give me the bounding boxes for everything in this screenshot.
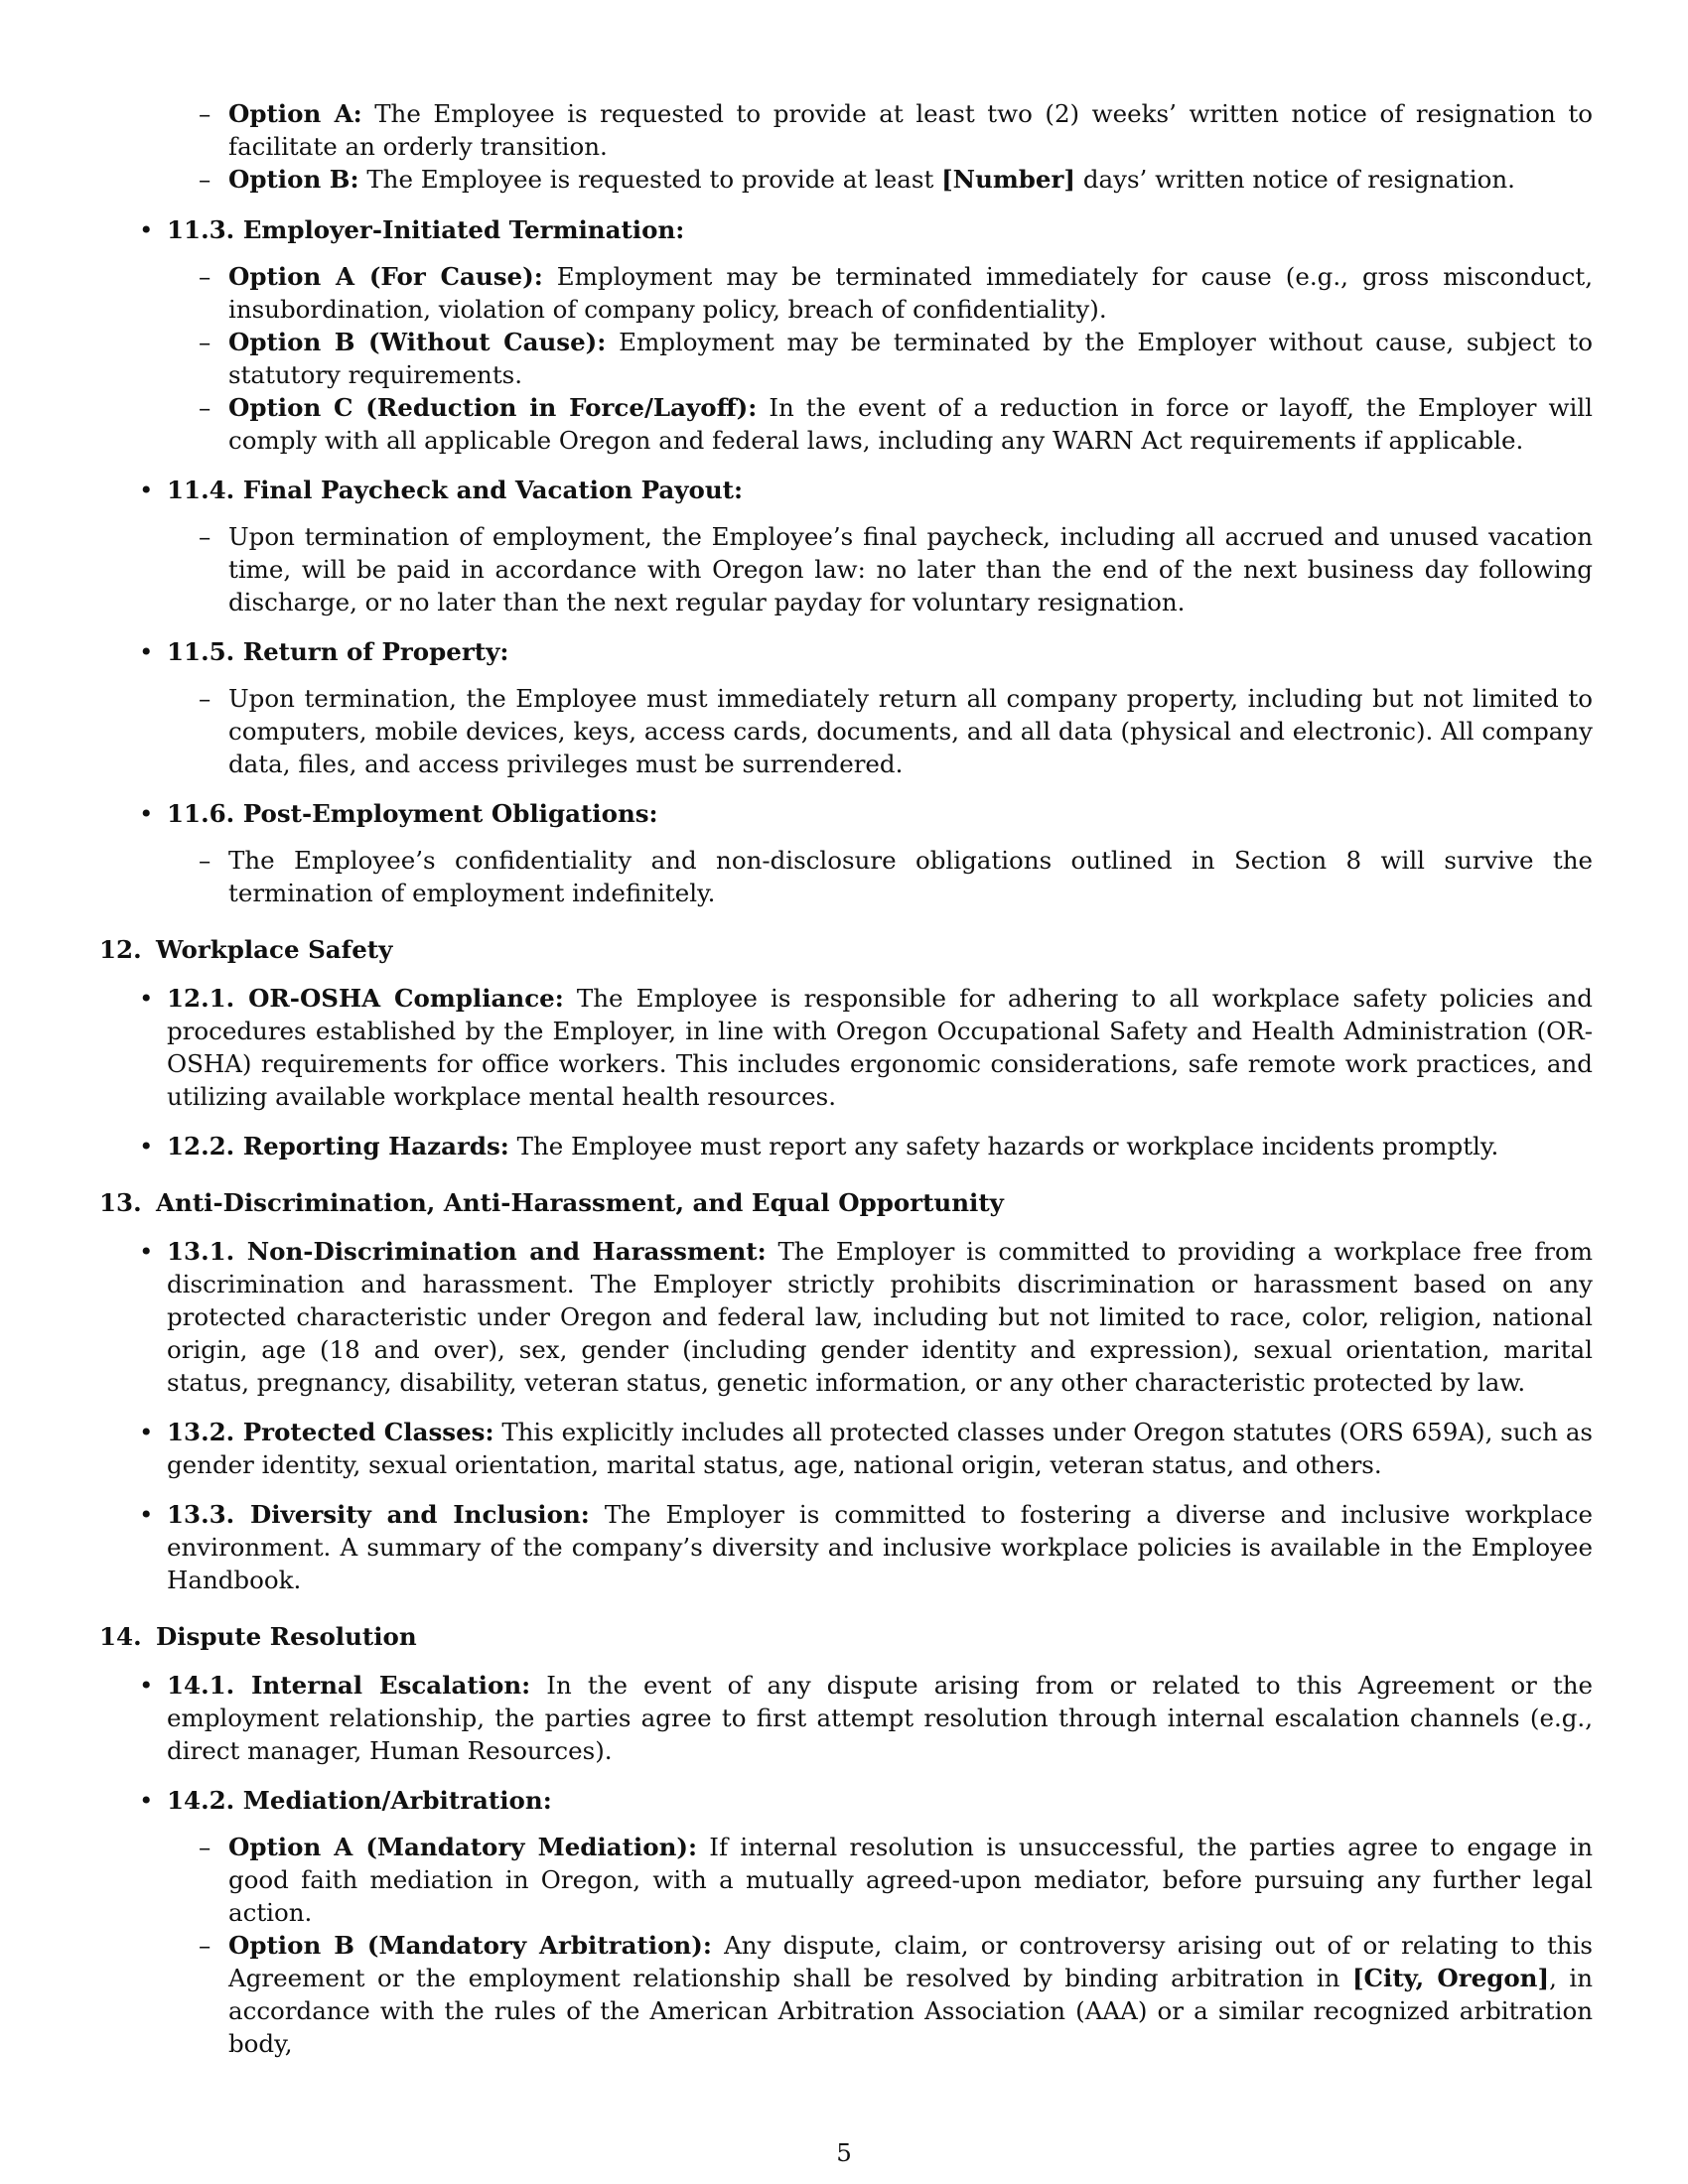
section-13-list bbox=[167, 1235, 1593, 1596]
document-page bbox=[99, 97, 1593, 2077]
section-heading-13: 13. Anti-Discrimination, Anti-Harassment, and Equal Opportunity bbox=[99, 1188, 1004, 1217]
clause-11-3: • 11.3. Employer-Initiated Termination: – Option A (For Cause): Employment may be terminated immediately for cause (e.g., gross misconduct, insubordination, violation of company policy, breach of confidentiality). – Option B (Without Cause): Employment may be terminated by the Employer without cause, subject to statutory requirements. – Option C (Reduction in Force/Layoff): In the event of a reduction in force or layoff, the Employer will comply with all applicable Oregon and federal laws, including any WARN Act requirements if applicable. bbox=[167, 213, 1593, 457]
page-number: 5 bbox=[836, 2138, 852, 2167]
section-heading-14: 14. Dispute Resolution bbox=[99, 1622, 417, 1651]
clause-12-1: • 12.1. OR-OSHA Compliance: The Employee is responsible for adhering to all workplace safety policies and procedures established by the Employer, in line with Oregon Occupational Safety and Health Administration (OR-OSHA) requirements for office workers. This includes ergonomic considerations, safe remote work practices, and utilizing available workplace mental health resources. bbox=[167, 982, 1593, 1113]
section-heading-12: 12. Workplace Safety bbox=[99, 935, 393, 964]
list-item: – Option B: The Employee is requested to provide at least [Number] days’ written notice of resignation. bbox=[228, 163, 1593, 196]
list-item: – Option A: The Employee is requested to provide at least two (2) weeks’ written notice of resignation to facilitate an orderly transition. bbox=[228, 97, 1593, 163]
resignation-options-list bbox=[228, 97, 1593, 196]
list-item: – Option A (For Cause): Employment may be terminated immediately for cause (e.g., gross misconduct, insubordination, violation of company policy, breach of confidentiality). bbox=[228, 260, 1593, 326]
placeholder-number: [Number] bbox=[941, 165, 1076, 194]
list-item: – Option C (Reduction in Force/Layoff): In the event of a reduction in force or layoff, the Employer will comply with all applicable Oregon and federal laws, including any WARN Act requirements if applicable. bbox=[228, 391, 1593, 457]
clause-12-2: • 12.2. Reporting Hazards: The Employee must report any safety hazards or workplace incidents promptly. bbox=[167, 1130, 1593, 1162]
list-item: – Option B (Mandatory Arbitration): Any dispute, claim, or controversy arising out of or relating to this Agreement or the employment relationship shall be resolved by binding arbitration in [City, Oregon], in accordance with the rules of the American Arbitration Association (AAA) or a similar recognized arbitration body, bbox=[228, 1929, 1593, 2060]
section-14-list bbox=[167, 1669, 1593, 2060]
clause-13-2: • 13.2. Protected Classes: This explicitly includes all protected classes under Oregon statutes (ORS 659A), such as gender identity, sexual orientation, marital status, age, national origin, veteran status, and others. bbox=[167, 1416, 1593, 1481]
clause-13-1: • 13.1. Non-Discrimination and Harassment: The Employer is committed to providing a workplace free from discrimination and harassment. The Employer strictly prohibits discrimination or harassment based on any protected characteristic under Oregon and federal law, including but not limited to race, color, religion, national origin, age (18 and over), sex, gender (including gender identity and expression), sexual orientation, marital status, pregnancy, disability, veteran status, genetic information, or any other characteristic protected by law. bbox=[167, 1235, 1593, 1399]
placeholder-city: [City, Oregon] bbox=[1351, 1964, 1550, 1992]
section-12-list bbox=[167, 982, 1593, 1162]
clause-14-1: • 14.1. Internal Escalation: In the event of any dispute arising from or related to this Agreement or the employment relationship, the parties agree to first attempt resolution through internal escalation channels (e.g., direct manager, Human Resources). bbox=[167, 1669, 1593, 1767]
list-item: – Upon termination, the Employee must immediately return all company property, including but not limited to computers, mobile devices, keys, access cards, documents, and all data (physical and electronic). All company data, files, and access privileges must be surrendered. bbox=[228, 682, 1593, 780]
section-11-list bbox=[167, 213, 1593, 909]
clause-11-6: • 11.6. Post-Employment Obligations: – The Employee’s confidentiality and non-disclosure obligations outlined in Section 8 will survive the termination of employment indefinitely. bbox=[167, 797, 1593, 909]
list-item: – Upon termination of employment, the Employee’s final paycheck, including all accrued and unused vacation time, will be paid in accordance with Oregon law: no later than the end of the next business day following discharge, or no later than the next regular payday for voluntary resignation. bbox=[228, 520, 1593, 618]
list-item: – Option A (Mandatory Mediation): If internal resolution is unsuccessful, the parties agree to engage in good faith mediation in Oregon, with a mutually agreed-upon mediator, before pursuing any further legal action. bbox=[228, 1831, 1593, 1929]
list-item: – Option B (Without Cause): Employment may be terminated by the Employer without cause, subject to statutory requirements. bbox=[228, 326, 1593, 391]
clause-13-3: • 13.3. Diversity and Inclusion: The Employer is committed to fostering a diverse and inclusive workplace environment. A summary of the company’s diversity and inclusive workplace policies is available in the Employee Handbook. bbox=[167, 1498, 1593, 1596]
clause-11-4: • 11.4. Final Paycheck and Vacation Payout: – Upon termination of employment, the Employee’s final paycheck, including all accrued and unused vacation time, will be paid in accordance with Oregon law: no later than the end of the next business day following discharge, or no later than the next regular payday for voluntary resignation. bbox=[167, 474, 1593, 618]
clause-11-5: • 11.5. Return of Property: – Upon termination, the Employee must immediately return all company property, including but not limited to computers, mobile devices, keys, access cards, documents, and all data (physical and electronic). All company data, files, and access privileges must be surrendered. bbox=[167, 635, 1593, 780]
clause-14-2: • 14.2. Mediation/Arbitration: – Option A (Mandatory Mediation): If internal resolution is unsuccessful, the parties agree to engage in good faith mediation in Oregon, with a mutually agreed-upon mediator, before pursuing any further legal action. – Option B (Mandatory Arbitration): Any dispute, claim, or controversy arising out of or relating to this Agreement or the employment relationship shall be resolved by binding arbitration in [City, Oregon], in accordance with the rules of the American Arbitration Association (AAA) or a similar recognized arbitration body, bbox=[167, 1784, 1593, 2060]
list-item: – The Employee’s confidentiality and non-disclosure obligations outlined in Section 8 will survive the termination of employment indefinitely. bbox=[228, 844, 1593, 909]
